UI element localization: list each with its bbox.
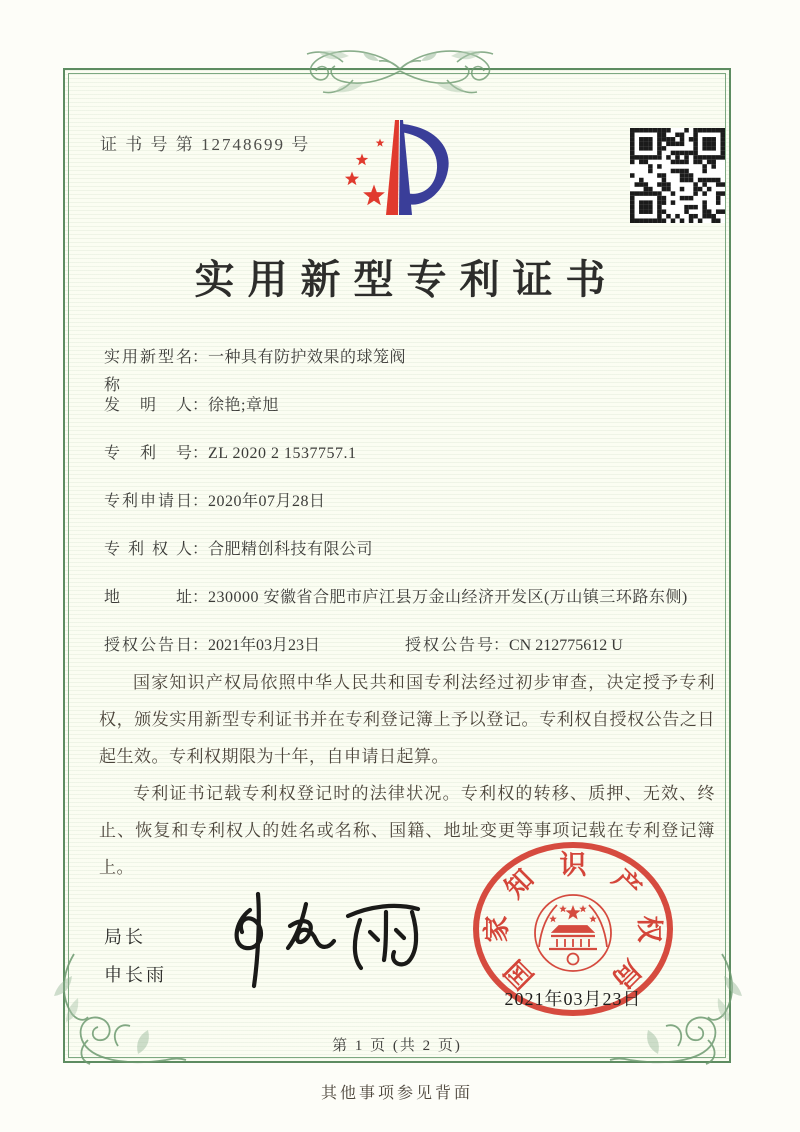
top-border-ornament-icon xyxy=(283,40,517,98)
svg-text:家: 家 xyxy=(482,915,512,943)
field-colon: ： xyxy=(192,493,209,510)
field-label-grant-date: 授权公告日 xyxy=(104,637,192,654)
field-label: 专利申请日 xyxy=(104,493,192,510)
field-label: 实用新型名称 xyxy=(104,349,192,394)
field-label: 专利权人 xyxy=(104,541,192,558)
page-number: 第 1 页 (共 2 页) xyxy=(332,1038,462,1054)
field-label: 发明人 xyxy=(104,397,192,414)
cnipa-logo-icon xyxy=(333,112,458,220)
field-value-grant-no: CN 212775612 U xyxy=(509,637,623,654)
field-row-filing-date xyxy=(104,488,720,516)
field-value-grant-date: 2021年03月23日 xyxy=(208,637,321,654)
field-label: 地址 xyxy=(104,589,192,606)
legal-paragraph-2: 专利证书记载专利权登记时的法律状况。专利权的转移、质押、无效、终止、恢复和专利权人的姓名或名称、国籍、地址变更等事项记载在专利登记簿上。 xyxy=(99,784,715,877)
seal-date: 2021年03月23日 xyxy=(504,989,642,1009)
field-colon: ： xyxy=(493,637,510,654)
commissioner-name: 申长雨 xyxy=(104,965,167,985)
field-value-patentee: 合肥精创科技有限公司 xyxy=(208,541,374,558)
field-value-utility-model-name: 一种具有防护效果的球笼阀 xyxy=(208,349,407,366)
legal-paragraph-1: 国家知识产权局依照中华人民共和国专利法经过初步审查，决定授予专利权，颁发实用新型专利证书并在专利登记簿上予以登记。专利权自授权公告之日起生效。专利权期限为十年，自申请日起算。 xyxy=(99,673,715,766)
svg-text:局: 局 xyxy=(606,954,647,995)
svg-text:识: 识 xyxy=(559,850,587,880)
field-value-address: 230000 安徽省合肥市庐江县万金山经济开发区(万山镇三环路东侧) xyxy=(208,589,688,606)
back-side-note: 其他事项参见背面 xyxy=(320,1085,473,1102)
field-row-address xyxy=(104,584,720,612)
field-label: 专利号 xyxy=(104,445,192,462)
field-colon: ： xyxy=(192,541,209,558)
commissioner-block xyxy=(104,918,167,994)
commissioner-title: 局长 xyxy=(104,927,146,947)
certificate-title: 实用新型专利证书 xyxy=(194,257,619,302)
svg-text:国: 国 xyxy=(499,954,540,995)
field-value-inventor: 徐艳;章旭 xyxy=(208,397,279,414)
svg-text:知: 知 xyxy=(499,863,540,904)
field-colon: ： xyxy=(192,445,209,462)
svg-text:权: 权 xyxy=(634,915,664,943)
field-label-grant-no: 授权公告号 xyxy=(405,637,493,654)
field-value-filing-date: 2020年07月28日 xyxy=(208,493,326,510)
field-row-patent-no xyxy=(104,440,720,468)
field-row-patentee xyxy=(104,536,720,564)
field-colon: ： xyxy=(192,589,209,606)
field-colon: ： xyxy=(192,349,209,366)
svg-text:产: 产 xyxy=(606,863,647,904)
field-value-patent-no: ZL 2020 2 1537757.1 xyxy=(208,445,357,462)
qr-code xyxy=(630,128,725,223)
field-row-inventor xyxy=(104,392,720,420)
national-emblem-icon xyxy=(535,895,611,971)
certificate-number: 证 书 号 第 12748699 号 xyxy=(100,135,311,154)
field-colon: ： xyxy=(192,397,209,414)
field-colon: ： xyxy=(192,637,209,654)
field-row-grant xyxy=(104,632,720,660)
field-grant-no-group xyxy=(405,632,623,660)
seal-text-ring xyxy=(482,850,664,994)
commissioner-signature-icon xyxy=(220,888,432,992)
